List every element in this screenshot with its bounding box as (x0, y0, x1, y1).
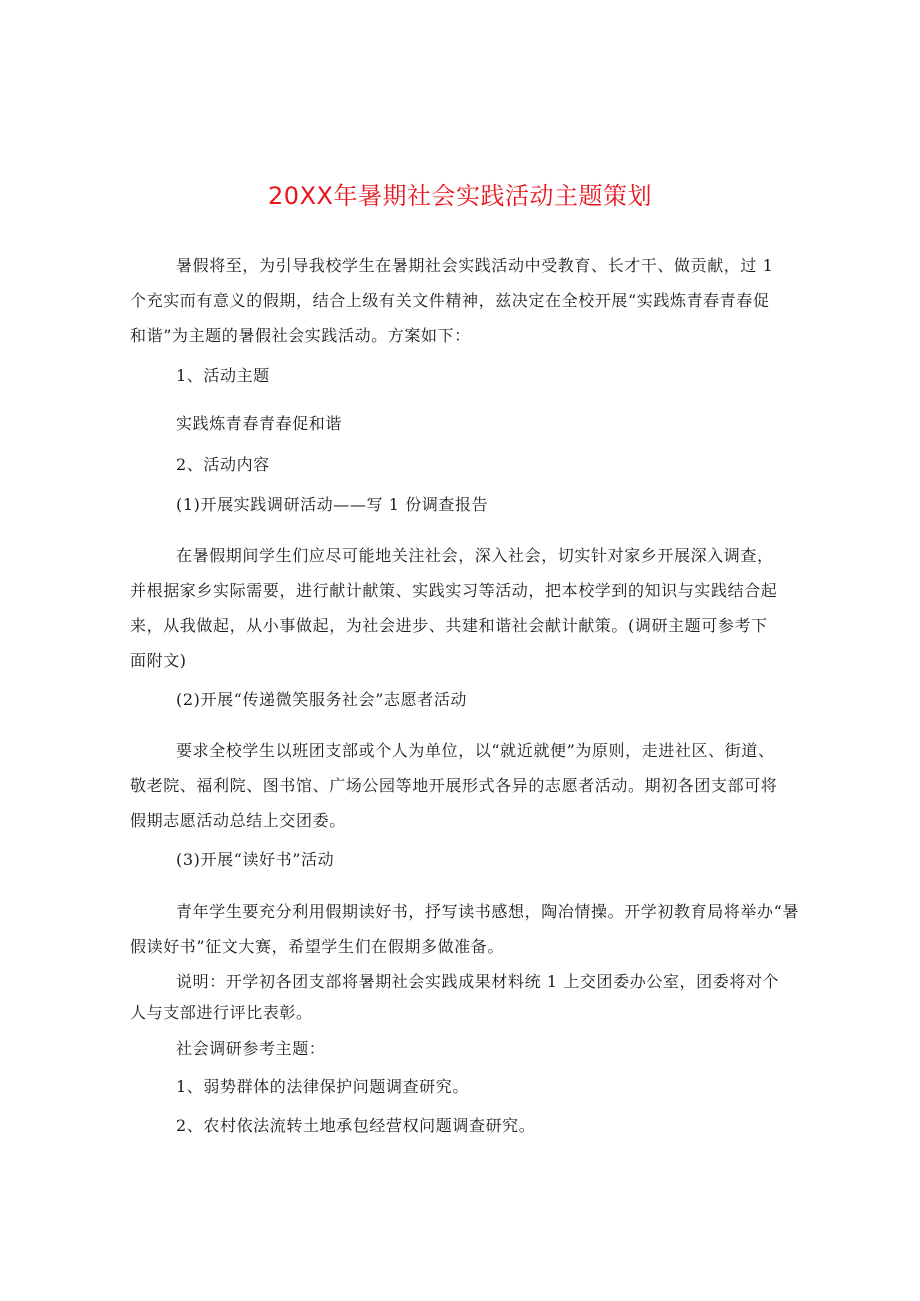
subsection-heading: (2)开展“传递微笑服务社会”志愿者活动 (176, 690, 468, 709)
document-title: 20XX年暑期社会实践活动主题策划 (268, 182, 652, 210)
paragraph-line: 要求全校学生以班团支部或个人为单位，以“就近就便”为原则，走进社区、街道、 (176, 741, 775, 760)
paragraph-line: 并根据家乡实际需要，进行献计献策、实践实习等活动，把本校学到的知识与实践结合起 (130, 581, 778, 600)
section-heading: 2、活动内容 (176, 455, 270, 474)
reference-item: 2、农村依法流转土地承包经营权问题调查研究。 (176, 1116, 536, 1135)
reference-heading: 社会调研参考主题： (176, 1039, 326, 1058)
paragraph-line: 敬老院、福利院、图书馆、广场公园等地开展形式各异的志愿者活动。期初各团支部可将 (130, 776, 778, 795)
paragraph-line: 实践炼青春青春促和谐 (176, 414, 343, 433)
paragraph-line: 在暑假期间学生们应尽可能地关注社会，深入社会，切实针对家乡开展深入调查， (176, 546, 774, 565)
note-line: 说明：开学初各团支部将暑期社会实践成果材料统 1 上交团委办公室，团委将对个 (176, 972, 780, 991)
paragraph-line: 和谐”为主题的暑假社会实践活动。方案如下： (130, 326, 471, 345)
paragraph-line: 面附文) (130, 651, 187, 670)
paragraph-line: 来，从我做起，从小事做起，为社会进步、共建和谐社会献计献策。(调研主题可参考下 (130, 616, 768, 635)
section-heading: 1、活动主题 (176, 366, 270, 385)
paragraph-line: 青年学生要充分利用假期读好书，抒写读书感想，陶冶情操。开学初教育局将举办“暑 (176, 902, 799, 921)
subsection-heading: (1)开展实践调研活动——写 1 份调查报告 (176, 495, 489, 514)
reference-item: 1、弱势群体的法律保护问题调查研究。 (176, 1077, 469, 1096)
paragraph-line: 暑假将至，为引导我校学生在暑期社会实践活动中受教育、长才干、做贡献，过 1 (176, 256, 774, 275)
paragraph-line: 假期志愿活动总结上交团委。 (130, 811, 346, 830)
note-line: 人与支部进行评比表彰。 (130, 1003, 313, 1022)
subsection-heading: (3)开展“读好书”活动 (176, 850, 335, 869)
paragraph-line: 假读好书”征文大赛，希望学生们在假期多做准备。 (130, 937, 504, 956)
paragraph-line: 个充实而有意义的假期，结合上级有关文件精神，兹决定在全校开展“实践炼青春青春促 (130, 291, 770, 310)
